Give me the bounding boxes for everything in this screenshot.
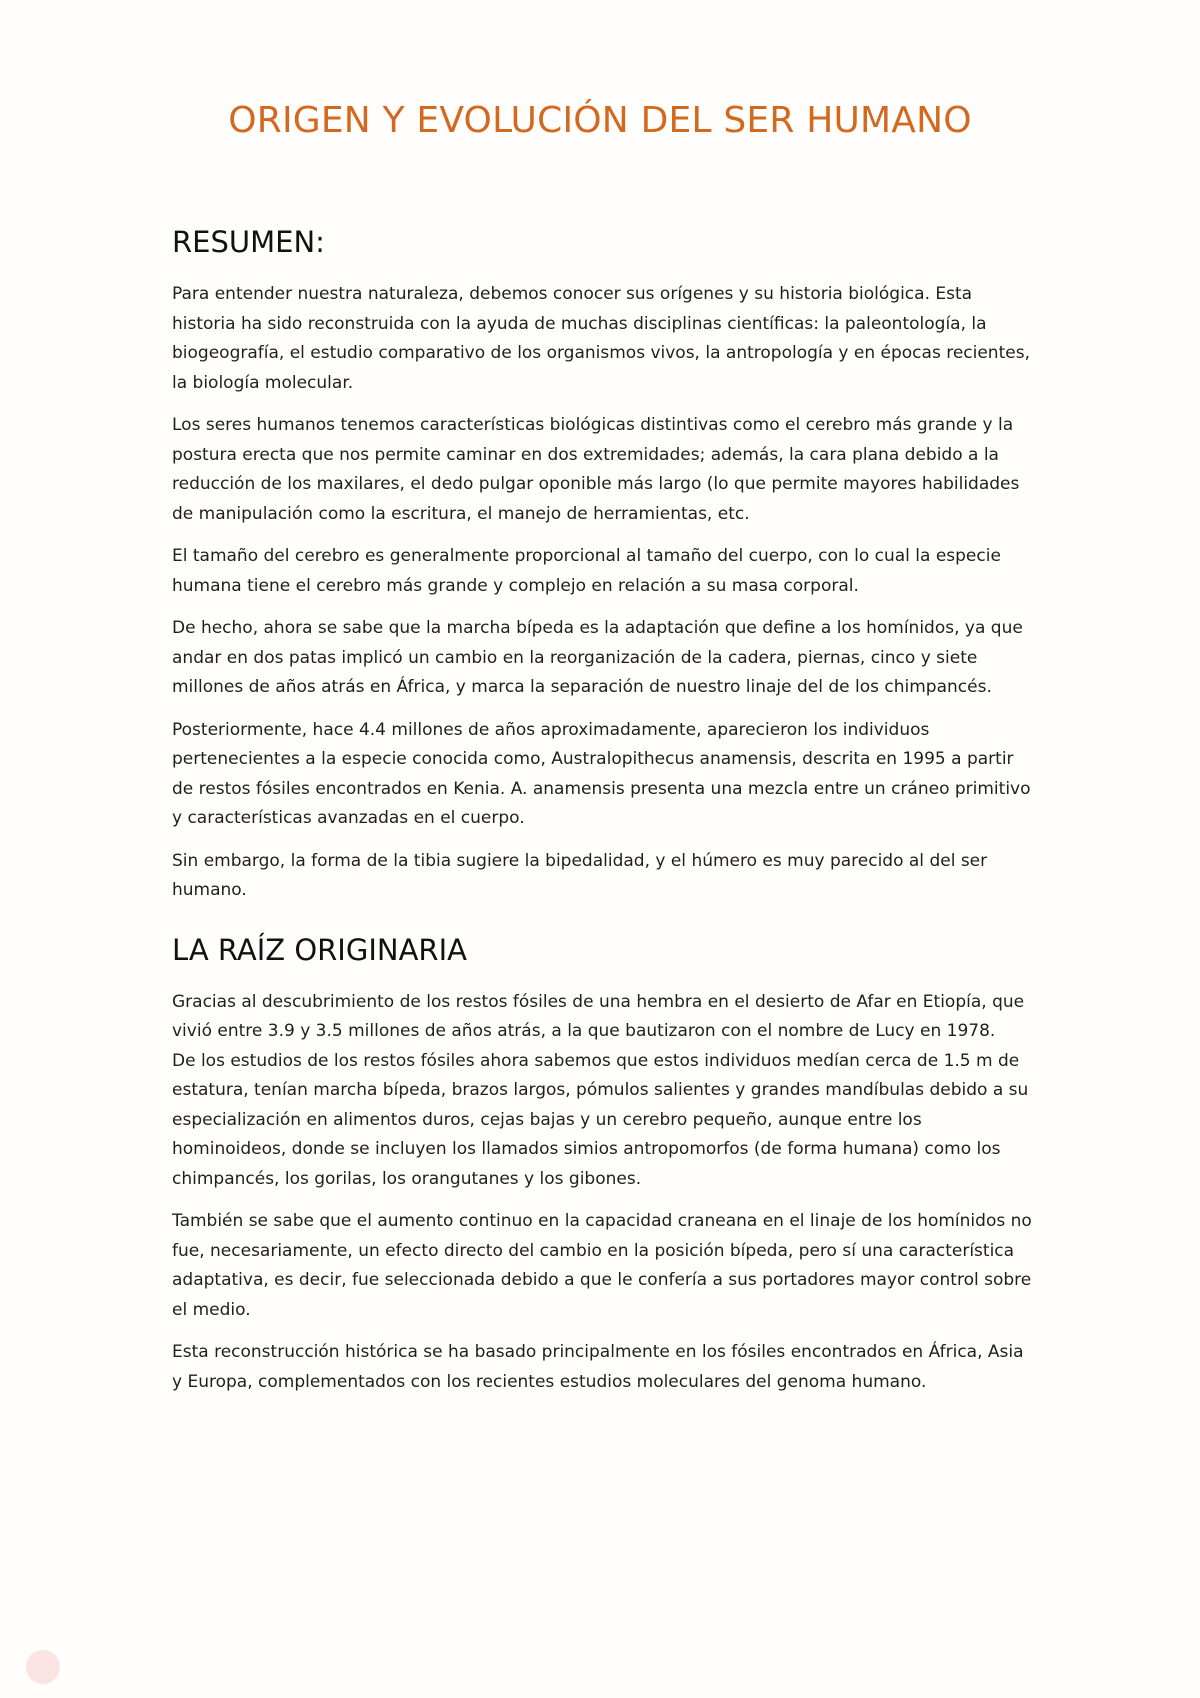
paragraph: Para entender nuestra naturaleza, debemos conocer sus orígenes y su historia biológica. Esta historia ha sido reconstruida con la ayuda de muchas disciplinas científicas: la paleontología, la biogeografía, el estudio comparativo de los organismos vivos, la antropología y en épocas recientes, la biología molecular.: [172, 284, 1030, 393]
section-heading-resumen: RESUMEN:: [172, 225, 325, 259]
paragraph: De hecho, ahora se sabe que la marcha bípeda es la adaptación que define a los homínidos, ya que andar en dos patas implicó un cambio en la reorganización de la cadera, piernas, cinco y siete millones de años atrás en África, y marca la separación de nuestro linaje del de los chimpancés.: [172, 618, 1023, 697]
paragraph: Posteriormente, hace 4.4 millones de años aproximadamente, aparecieron los individuos pertenecientes a la especie conocida como, Australopithecus anamensis, descrita en 1995 a partir de restos fósiles encontrados en Kenia. A. anamensis presenta una mezcla entre un cráneo primitivo y características avanzadas en el cuerpo.: [172, 719, 1031, 828]
paragraph: Esta reconstrucción histórica se ha basado principalmente en los fósiles encontrados en África, Asia y Europa, complementados con los recientes estudios moleculares del genoma humano.: [172, 1342, 1024, 1392]
paragraph: También se sabe que el aumento continuo en la capacidad craneana en el linaje de los homínidos no fue, necesariamente, un efecto directo del cambio en la posición bípeda, pero sí una característica adaptativa, es decir, fue seleccionada debido a que le confería a sus portadores mayor control sobre el medio.: [172, 1211, 1032, 1320]
paragraph: De los estudios de los restos fósiles ahora sabemos que estos individuos medían cerca de 1.5 m de estatura, tenían marcha bípeda, brazos largos, pómulos salientes y grandes mandíbulas debido a su especialización en alimentos duros, cejas bajas y un cerebro pequeño, aunque entre los hominoideos, donde se incluyen los llamados simios antropomorfos (de forma humana) como los chimpancés, los gorilas, los orangutanes y los gibones.: [172, 1050, 1029, 1189]
section-heading-raiz-originaria: LA RAÍZ ORIGINARIA: [172, 932, 467, 967]
paragraph: El tamaño del cerebro es generalmente proporcional al tamaño del cuerpo, con lo cual la especie humana tiene el cerebro más grande y complejo en relación a su masa corporal.: [172, 546, 1001, 596]
document-title: ORIGEN Y EVOLUCIÓN DEL SER HUMANO: [228, 100, 972, 141]
paragraph: Los seres humanos tenemos características biológicas distintivas como el cerebro más grande y la postura erecta que nos permite caminar en dos extremidades; además, la cara plana debido a la reducción de los maxilares, el dedo pulgar oponible más largo (lo que permite mayores habilidades de manipulación como la escritura, el manejo de herramientas, etc.: [172, 415, 1020, 524]
paragraph: Gracias al descubrimiento de los restos fósiles de una hembra en el desierto de Afar en Etiopía, que vivió entre 3.9 y 3.5 millones de años atrás, a la que bautizaron con el nombre de Lucy en 1978.: [172, 991, 1025, 1041]
corner-watermark-icon: [26, 1650, 60, 1684]
document-body: [172, 222, 1032, 1410]
paragraph: Sin embargo, la forma de la tibia sugiere la bipedalidad, y el húmero es muy parecido al del ser humano.: [172, 850, 988, 900]
